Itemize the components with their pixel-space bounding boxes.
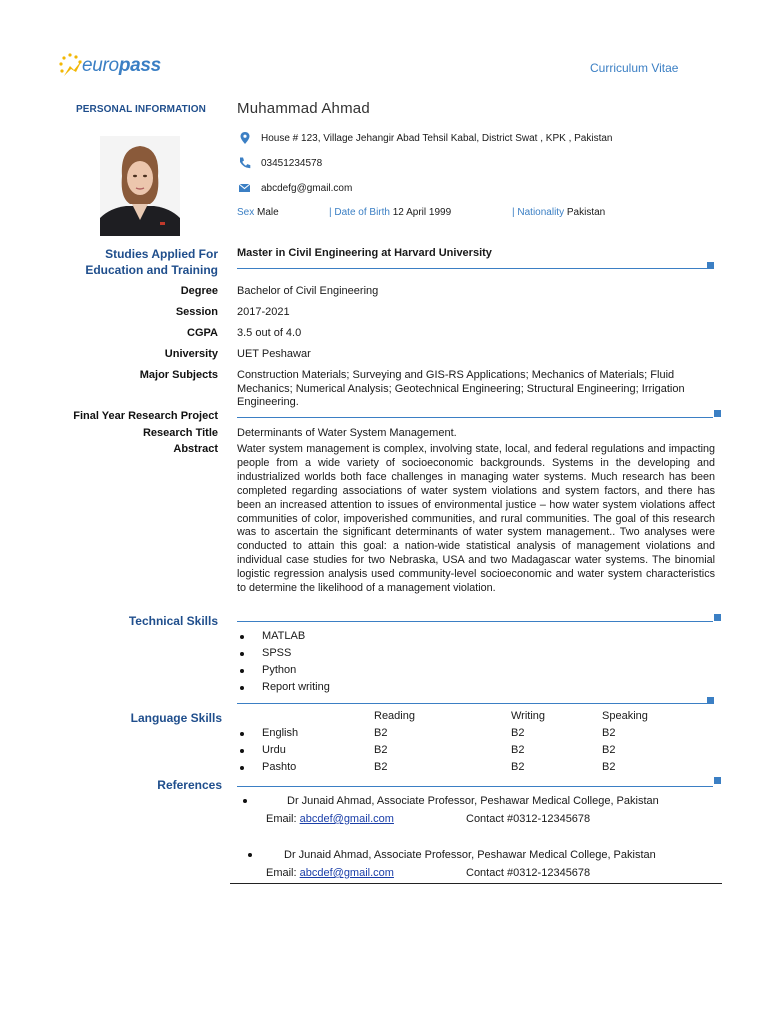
language-skills-heading: Language Skills [130,711,222,725]
location-pin-icon [237,131,253,145]
degree-value: Bachelor of Civil Engineering [237,285,379,297]
abstract-label: Abstract [173,443,218,455]
reference-email-row: Email: abcdef@gmail.com [266,867,394,879]
research-heading: Final Year Research Project [73,410,218,422]
section-rule-marker [714,614,721,621]
session-label: Session [175,306,218,318]
technical-skills-list [240,628,330,696]
email-text: abcdefg@gmail.com [261,182,353,194]
address-text: House # 123, Village Jehangir Abad Tehsil Kabal, District Swat , KPK , Pakistan [261,132,613,144]
references-heading: References [157,778,222,792]
cgpa-value: 3.5 out of 4.0 [237,327,302,339]
section-rule-marker [714,777,721,784]
major-subjects-value: Construction Materials; Surveying and GIS-RS Applications; Mechanics of Materials; Fluid Mechanics; Numerical Analysis; Geotechnical Engineering; Structural Engineering; Irrigation Engineering. [237,369,685,408]
major-subjects-label: Major Subjects [139,369,218,381]
logo-wordmark: europass [82,55,161,76]
reference-contact: Contact #0312-12345678 [466,813,591,825]
section-rule [237,268,707,269]
profile-photo [100,136,180,236]
abstract-text: Water system management is complex, involving state, local, and federal regulations and impacting people from a wide variety of socioeconomic backgrounds. Systems in the developing and industrialized worlds both face challenges in managing water systems. Much research has been completed regarding associations of water system violations and system factors, and there has been an increased attention to issues of environmental justice – how water system violations affect communities of color, impoverished communities, and rural communities. The goal of this research was to ascertain the significant determinants of water system management.. Two analyses were conducted to attain this goal: a nation-wide statistical analysis of management violations and individual case studies for two Nebraska, USA and two Madagascar water systems. The binomial logistic regression analysis used community-level socioeconomic and water system characteristics to determine the likelihood of a management violation. [237,443,715,595]
section-rule [237,621,713,622]
list-item: Report writing [240,679,330,696]
reference-item [248,849,656,861]
university-value: UET Peshawar [237,348,311,360]
reading-header: Reading [374,710,415,722]
table-row: Urdu B2 B2 B2 [240,742,660,759]
phone-icon [237,156,253,170]
email-icon [237,181,253,195]
sex-value: Male [257,207,279,218]
dob-label: | Date of Birth [329,207,390,218]
research-title-value: Determinants of Water System Management. [237,427,457,439]
bottom-rule [230,883,722,884]
studies-heading [85,246,218,278]
section-rule [237,703,708,704]
reference-email-row: Email: abcdef@gmail.com [266,813,394,825]
language-skills-list [240,725,660,776]
personal-meta [237,207,279,218]
technical-skills-heading: Technical Skills [128,614,218,628]
section-rule [237,417,713,418]
studies-heading-line-1: Studies Applied For [105,247,218,261]
sex-label: Sex [237,207,255,218]
candidate-name: Muhammad Ahmad [237,100,370,117]
section-rule-marker [707,697,714,704]
reference-name: Dr Junaid Ahmad, Associate Professor, Peshawar Medical College, Pakistan [287,795,659,807]
section-rule [237,786,713,787]
list-item: MATLAB [240,628,330,645]
list-item: SPSS [240,645,330,662]
reference-name: Dr Junaid Ahmad, Associate Professor, Peshawar Medical College, Pakistan [284,849,656,861]
writing-header: Writing [511,710,546,722]
dob-value: 12 April 1999 [392,207,452,218]
document-type-label: Curriculum Vitae [590,61,679,75]
nationality-meta [512,207,605,218]
phone-row [237,156,322,170]
research-title-label: Research Title [142,427,218,439]
nationality-value: Pakistan [566,207,606,218]
personal-information-heading: PERSONAL INFORMATION [76,104,206,115]
table-row: English B2 B2 B2 [240,725,660,742]
dob-meta [329,207,451,218]
section-rule-marker [707,262,714,269]
reference-email-link[interactable]: abcdef@gmail.com [299,867,394,879]
reference-item [243,795,659,807]
table-row: Pashto B2 B2 B2 [240,759,660,776]
speaking-header: Speaking [602,710,648,722]
list-item: Python [240,662,330,679]
applied-program: Master in Civil Engineering at Harvard University [237,247,492,259]
section-rule-marker [714,410,721,417]
phone-text: 03451234578 [261,157,323,169]
address-row [237,131,613,145]
university-label: University [164,348,218,360]
reference-contact: Contact #0312-12345678 [466,867,591,879]
degree-label: Degree [180,285,218,297]
nationality-label: | Nationality [512,207,565,218]
session-value: 2017-2021 [237,306,290,318]
cgpa-label: CGPA [187,327,218,339]
reference-email-link[interactable]: abcdef@gmail.com [299,813,394,825]
studies-heading-line-2: Education and Training [85,263,218,277]
email-row [237,181,352,195]
